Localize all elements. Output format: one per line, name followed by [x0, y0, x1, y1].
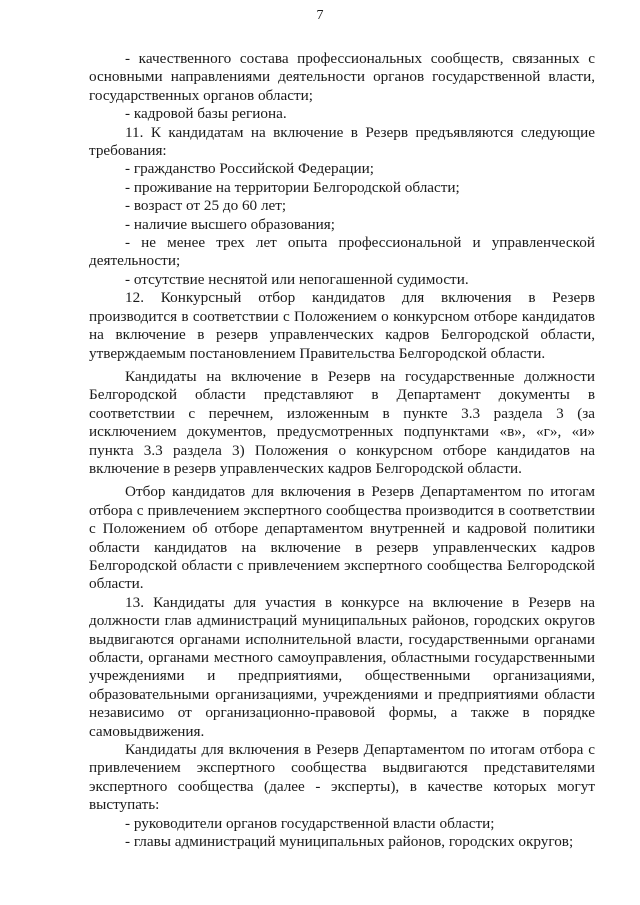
paragraph: - наличие высшего образования; — [125, 215, 335, 233]
paragraph: - возраст от 25 до 60 лет; — [125, 197, 287, 215]
paragraph: - главы администраций муниципальных районов, городских округов; — [125, 833, 574, 851]
paragraph: - проживание на территории Белгородской области; — [125, 178, 460, 196]
page-number: 7 — [316, 8, 324, 23]
paragraph: Кандидаты на включение в Резерв на государственные должности Белгородской области представляют в Департамент документы в соответствии с перечнем, изложенным в пункте 3.3 раздела 3 (за исключением документов, предусмотренных подпунктами «в», «г», «и» пункта 3.3 раздела 3) Положения о конкурсном отборе кандидатов на включение в резерв управленческих кадров Белгородской области. — [89, 367, 595, 477]
paragraph: - отсутствие неснятой или непогашенной судимости. — [125, 270, 469, 288]
document-body — [89, 50, 595, 851]
paragraph: - качественного состава профессиональных сообществ, связанных с основными направлениями деятельности органов государственной власти, государственных органов области; — [89, 50, 595, 104]
paragraph: 11. К кандидатам на включение в Резерв предъявляются следующие требования: — [89, 123, 595, 160]
paragraph: - руководители органов государственной власти области; — [125, 814, 495, 832]
paragraph: 12. Конкурсный отбор кандидатов для включения в Резерв производится в соответствии с Положением о конкурсном отборе кандидатов на включение в резерв управленческих кадров Белгородской области, утверждаемым постановлением Правительства Белгородской области. — [89, 289, 595, 362]
paragraph: - гражданство Российской Федерации; — [125, 160, 374, 178]
paragraph: 13. Кандидаты для участия в конкурсе на включение в Резерв на должности глав администраций муниципальных районов, городских округов выдвигаются органами исполнительной власти, государственными органами области, органами местного самоуправления, областными государственными учреждениями и предприятиями, общественными организациями, образовательными организациями, учреждениями и предприятиями области независимо от организационно-правовой формы, а также в порядке самовыдвижения. — [89, 593, 595, 740]
paragraph: - не менее трех лет опыта профессиональной и управленческой деятельности; — [89, 234, 595, 270]
paragraph: Кандидаты для включения в Резерв Департаментом по итогам отбора с привлечением экспертного сообщества выдвигаются представителями экспертного сообщества (далее - эксперты), в качестве которых могут выступать: — [89, 741, 595, 814]
paragraph: - кадровой базы региона. — [125, 105, 287, 123]
paragraph: Отбор кандидатов для включения в Резерв Департаментом по итогам отбора с привлечением экспертного сообщества производится в соответствии с Положением об отборе департаментом внутренней и кадровой политики области кандидатов на включение в резерв управленческих кадров Белгородской области с привлечением экспертного сообщества Белгородской области. — [89, 483, 595, 593]
